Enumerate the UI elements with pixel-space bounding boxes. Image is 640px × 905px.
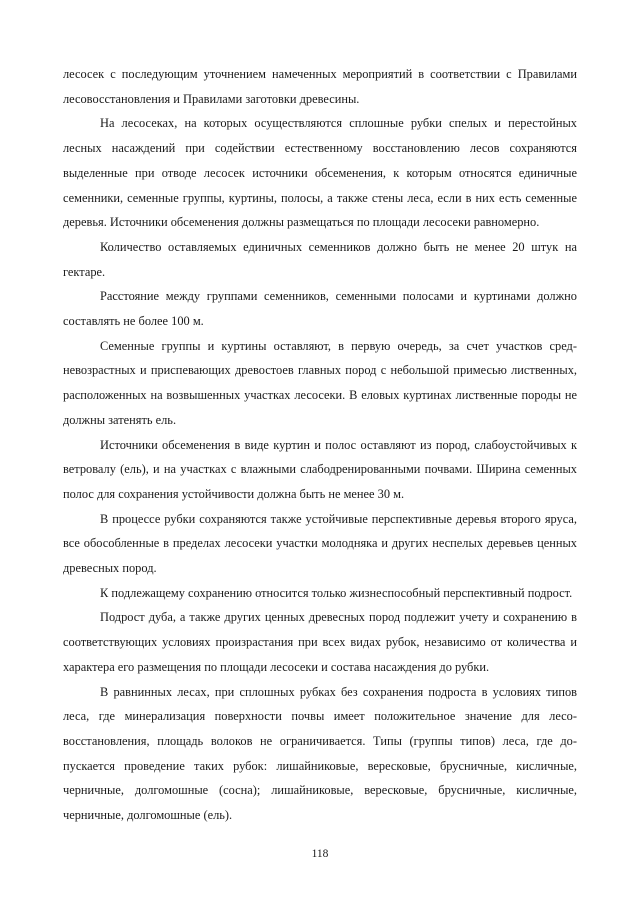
paragraph-2: На лесосеках, на которых осуществляются сплошные рубки спелых и перестойных лесных насаждений при содействии естественному восстановлению лесов сохраняются выделенные при отводе лесосек источники обсеменения, к которым относятся единичные семенники, семенные группы, куртины, полосы, а также стены леса, если в них есть семенные деревья. Источники обсеменения должны размещаться по площади лесосеки равномерно.: [63, 116, 577, 230]
paragraph-10: В равнинных лесах, при сплошных рубках без сохранения подроста в условиях типов леса, где минерализация поверхности почвы имеет положительное значение для лесовосстановления, площадь волоков не ограничивается. Типы (группы типов) леса, где допускается проведение таких рубок: лишайниковые, вересковые, брусничные, кисличные, черничные, долгомошные (сосна); лишайниковые, вересковые, брусничные, кисличные, черничные, долгомошные (ель).: [63, 684, 577, 823]
paragraph-7: В процессе рубки сохраняются также устойчивые перспективные деревья второго яруса, все обособленные в пределах лесосеки участки молодняка и других неспелых деревьев ценных древесных пород.: [63, 511, 577, 576]
paragraph-9: Подрост дуба, а также других ценных древесных пород подлежит учету и сохранению в соответствующих условиях произрастания при всех видах рубок, независимо от количества и характера его размещения по площади лесосеки и состава насаждения до рубки.: [63, 610, 577, 674]
paragraph-5: Семенные группы и куртины оставляют, в первую очередь, за счет участков средневозрастных и приспевающих древостоев главных пород с небольшой примесью лиственных, расположенных на возвышенных участках лесосеки. В еловых куртинах лиственные породы не должны затенять ель.: [63, 338, 577, 427]
paragraph-1: лесосек с последующим уточнением намеченных мероприятий в соответствии с Правилами лесовосстановления и Правилами заготовки древесины.: [63, 67, 577, 106]
paragraph-6: Источники обсеменения в виде куртин и полос оставляют из пород, слабоустойчивых к ветровалу (ель), и на участках с влажными слабодренированными почвами. Ширина семенных полос для сохранения устойчивости должна быть не менее 30 м.: [63, 437, 577, 501]
page-number: 118: [311, 848, 329, 860]
paragraph-8: К подлежащему сохранению относится только жизнеспособный перспективный подрост.: [100, 585, 573, 600]
paragraph-4: Расстояние между группами семенников, семенными полосами и куртинами должно составлять не более 100 м.: [63, 289, 577, 329]
body-text: [63, 62, 577, 828]
paragraph-3: Количество оставляемых единичных семенников должно быть не менее 20 штук на гектаре.: [63, 239, 577, 279]
